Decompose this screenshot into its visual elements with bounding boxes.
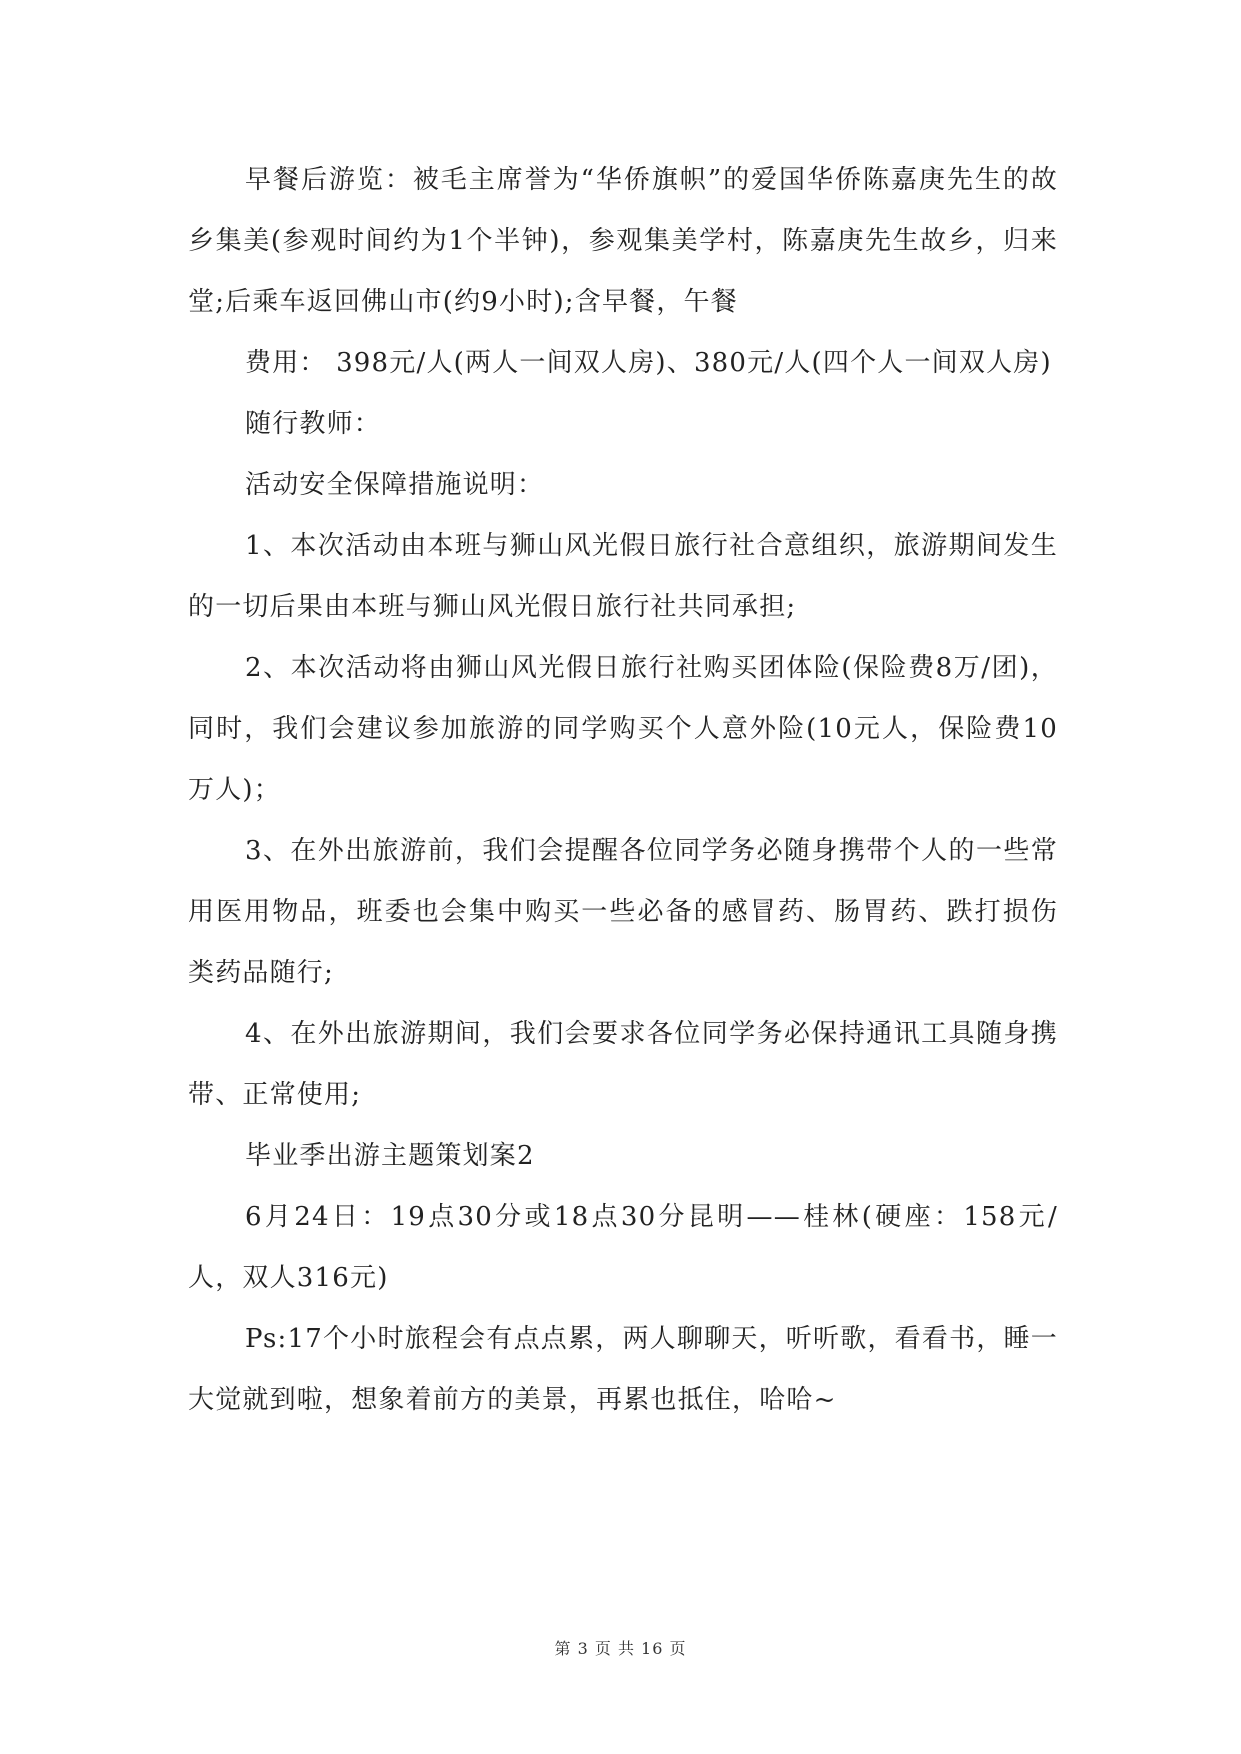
document-body: [188, 150, 1058, 1431]
paragraph-itinerary: 早餐后游览：被毛主席誉为“华侨旗帜”的爱国华侨陈嘉庚先生的故乡集美(参观时间约为1个半钟)，参观集美学村，陈嘉庚先生故乡，归来堂;后乘车返回佛山市(约9小时);含早餐，午餐: [188, 165, 1058, 317]
paragraph-safety-item-3: 3、在外出旅游前，我们会提醒各位同学务必随身携带个人的一些常用医用物品，班委也会集中购买一些必备的感冒药、肠胃药、跌打损伤类药品随行;: [188, 836, 1058, 988]
paragraph-safety-item-1: 1、本次活动由本班与狮山风光假日旅行社合意组织，旅游期间发生的一切后果由本班与狮山风光假日旅行社共同承担;: [188, 531, 1058, 622]
paragraph-teachers: 随行教师：: [245, 409, 382, 439]
paragraph-safety-item-4: 4、在外出旅游期间，我们会要求各位同学务必保持通讯工具随身携带、正常使用;: [188, 1019, 1058, 1110]
paragraph-cost: 费用： 398元/人(两人一间双人房)、380元/人(四个人一间双人房): [245, 348, 1052, 378]
paragraph-june-24: 6月24日：19点30分或18点30分昆明——桂林(硬座：158元/人，双人316元): [188, 1202, 1058, 1293]
paragraph-safety-heading: 活动安全保障措施说明：: [245, 470, 545, 500]
paragraph-safety-item-2: 2、本次活动将由狮山风光假日旅行社购买团体险(保险费8万/团)，同时，我们会建议参加旅游的同学购买个人意外险(10元人，保险费10万人)；: [188, 653, 1058, 805]
page-number-footer: 第 3 页 共 16 页: [554, 1639, 687, 1658]
paragraph-ps-note: Ps:17个小时旅程会有点点累，两人聊聊天，听听歌，看看书，睡一大觉就到啦，想象着前方的美景，再累也抵住，哈哈~: [188, 1324, 1058, 1415]
section-title-plan-2: 毕业季出游主题策划案2: [245, 1141, 535, 1171]
